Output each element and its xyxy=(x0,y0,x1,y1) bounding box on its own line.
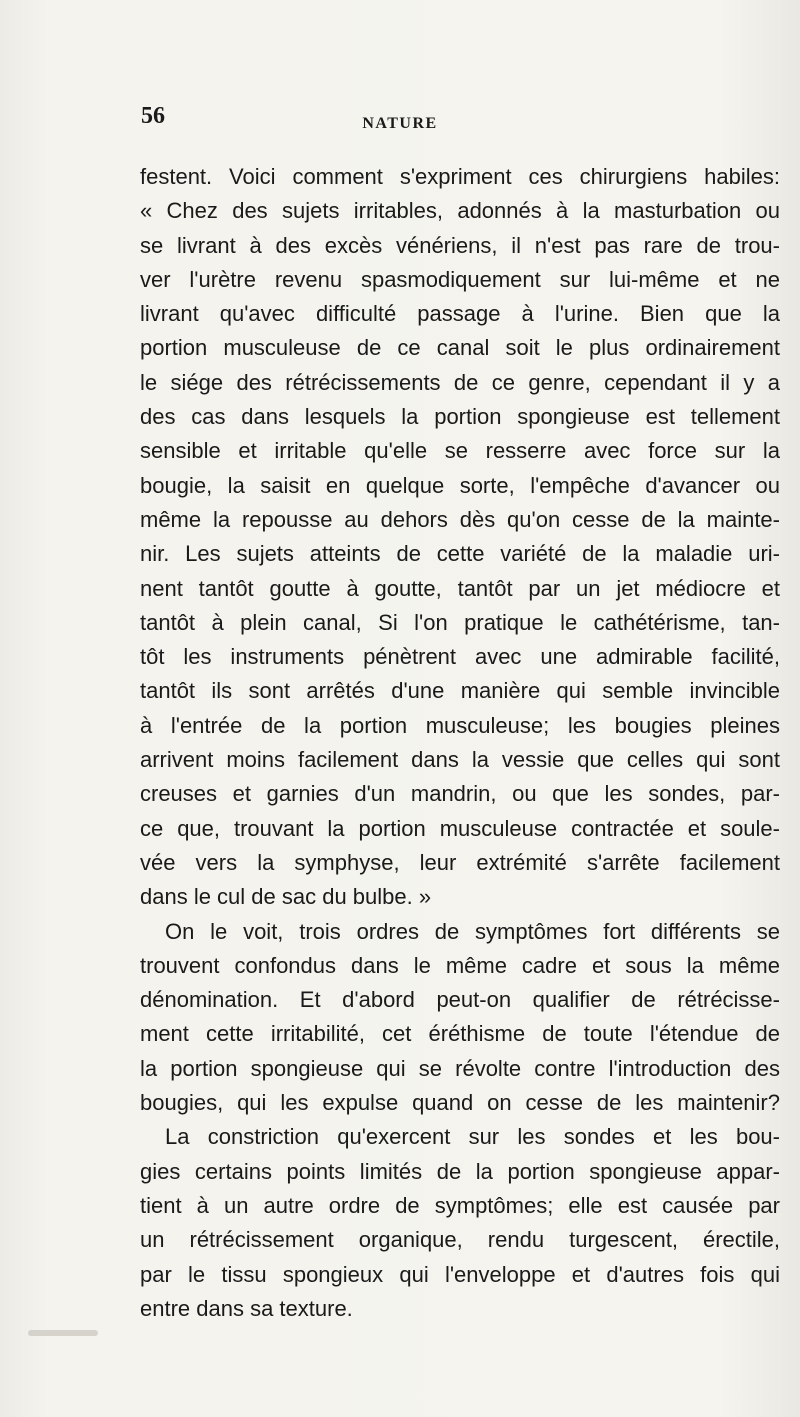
text-line: ver l'urètre revenu spasmodiquement sur lui-même et ne xyxy=(140,266,780,292)
text-line: On le voit, trois ordres de symptômes fort différents se xyxy=(165,918,780,944)
text-line: sensible et irritable qu'elle se resserre avec force sur la xyxy=(140,438,780,464)
text-line: par le tissu spongieux qui l'enveloppe et d'autres fois qui xyxy=(140,1261,780,1287)
text-line: nent tantôt goutte à goutte, tantôt par un jet médiocre et xyxy=(140,575,780,601)
text-line: « Chez des sujets irritables, adonnés à la masturbation ou xyxy=(140,198,780,224)
body-text xyxy=(140,160,780,1326)
text-line: vée vers la symphyse, leur extrémité s'arrête facilement xyxy=(140,849,780,875)
text-line: entre dans sa texture. xyxy=(140,1295,353,1321)
text-line: ce que, trouvant la portion musculeuse contractée et soule- xyxy=(140,815,780,841)
text-line: des cas dans lesquels la portion spongieuse est tellement xyxy=(140,404,780,430)
text-line: livrant qu'avec difficulté passage à l'urine. Bien que la xyxy=(140,301,780,327)
text-line: festent. Voici comment s'expriment ces chirurgiens habiles: xyxy=(140,164,780,189)
text-line: un rétrécissement organique, rendu turgescent, érectile, xyxy=(140,1227,780,1253)
text-line: bougie, la saisit en quelque sorte, l'empêche d'avancer ou xyxy=(140,472,780,498)
text-line: à l'entrée de la portion musculeuse; les bougies pleines xyxy=(140,712,780,738)
text-line: se livrant à des excès vénériens, il n'est pas rare de trou- xyxy=(140,232,780,258)
text-line: gies certains points limités de la portion spongieuse appar- xyxy=(140,1158,780,1184)
text-line: tantôt à plein canal, Si l'on pratique le cathétérisme, tan- xyxy=(140,609,780,635)
text-line: dans le cul de sac du bulbe. » xyxy=(140,884,432,910)
text-line: tantôt ils sont arrêtés d'une manière qui semble invincible xyxy=(140,678,780,704)
text-line: dénomination. Et d'abord peut-on qualifier de rétrécisse- xyxy=(140,987,780,1013)
text-line: trouvent confondus dans le même cadre et sous la même xyxy=(140,952,780,978)
text-line: tôt les instruments pénètrent avec une admirable facilité, xyxy=(140,644,780,670)
text-line: arrivent moins facilement dans la vessie que celles qui sont xyxy=(140,747,780,773)
text-line: ment cette irritabilité, cet éréthisme de toute l'étendue de xyxy=(140,1021,780,1047)
page-header xyxy=(0,103,800,143)
text-line: creuses et garnies d'un mandrin, ou que les sondes, par- xyxy=(140,781,780,807)
text-line: le siége des rétrécissements de ce genre, cependant il y a xyxy=(140,369,780,395)
text-line: même la repousse au dehors dès qu'on cesse de la mainte- xyxy=(140,506,780,532)
text-line: nir. Les sujets atteints de cette variété de la maladie uri- xyxy=(140,541,780,567)
text-line: tient à un autre ordre de symptômes; elle est causée par xyxy=(140,1192,780,1218)
text-line: la portion spongieuse qui se révolte contre l'introduction des xyxy=(140,1055,780,1081)
text-line: portion musculeuse de ce canal soit le plus ordinairement xyxy=(140,335,780,361)
running-title: NATURE xyxy=(362,115,438,132)
page-number: 56 xyxy=(141,103,165,129)
text-line: bougies, qui les expulse quand on cesse de les maintenir? xyxy=(140,1090,780,1116)
text-line: La constriction qu'exercent sur les sondes et les bou- xyxy=(165,1124,780,1150)
ink-smudge xyxy=(28,1330,98,1336)
